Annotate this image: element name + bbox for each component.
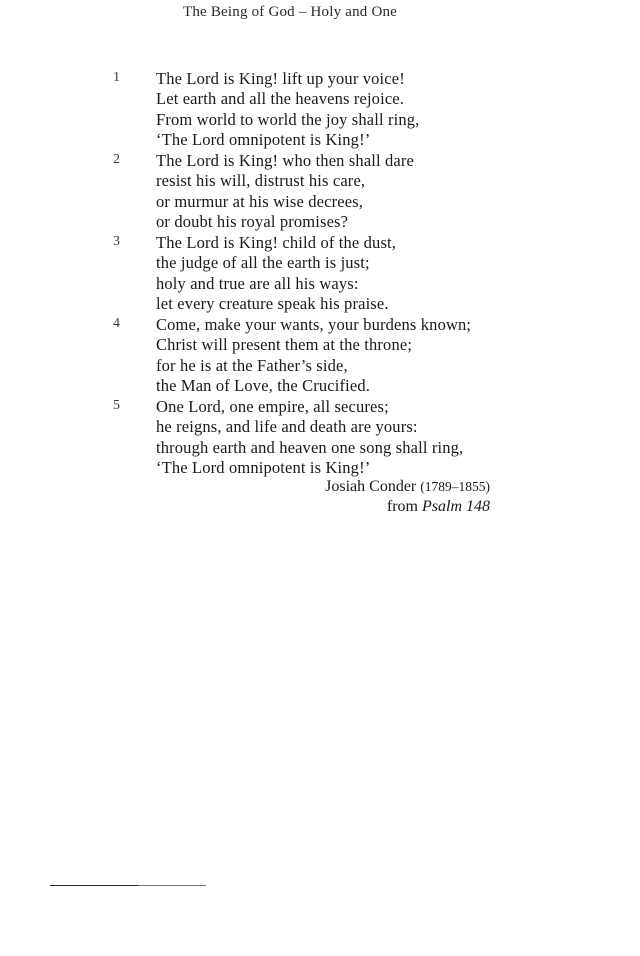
verse-line: or murmur at his wise decrees, [156,191,364,211]
hymn-text [0,69,640,479]
verse-line: ‘The Lord omnipotent is King!’ [156,458,371,478]
verse-line: for he is at the Father’s side, [156,355,348,375]
stanza-number: 5 [113,398,120,413]
verse-line: The Lord is King! who then shall dare [156,151,415,170]
stanza-number: 1 [113,70,120,85]
author-line [325,477,490,497]
source-prefix: from [386,498,418,515]
verse-line: resist his will, distrust his care, [156,171,366,191]
source-line [325,497,490,517]
source-title: Psalm 148 [422,498,490,515]
stanza-5 [0,397,640,479]
stanza-lines [156,151,414,233]
verse-line: or doubt his royal promises? [156,212,349,232]
stanza-1 [0,69,640,151]
stanza-lines [156,69,419,151]
verse-line: the judge of all the earth is just; [156,253,370,273]
stanza-lines [156,233,396,315]
stanza-lines [156,397,463,479]
verse-line: he reigns, and life and death are yours: [156,417,418,437]
stanza-number: 2 [113,152,120,167]
author-name: Josiah Conder [325,478,417,495]
stanza-4 [0,315,640,397]
footnote-rule-tail [138,885,206,886]
verse-line: ‘The Lord omnipotent is King!’ [156,130,371,150]
verse-line: let every creature speak his praise. [156,294,389,314]
verse-line: Christ will present them at the throne; [156,335,413,355]
stanza-lines [156,315,471,397]
attribution [325,477,490,517]
footnote-rule-main [50,885,138,886]
verse-line: Let earth and all the heavens rejoice. [156,89,405,109]
verse-line: One Lord, one empire, all secures; [156,397,389,416]
stanza-3 [0,233,640,315]
author-dates: (1789–1855) [420,479,490,494]
stanza-number: 3 [113,234,120,249]
running-head: The Being of God – Holy and One [182,4,398,20]
verse-line: Come, make your wants, your burdens known; [156,315,472,334]
verse-line: the Man of Love, the Crucified. [156,376,371,396]
stanza-number: 4 [113,316,120,331]
verse-line: The Lord is King! lift up your voice! [156,69,405,88]
verse-line: holy and true are all his ways: [156,273,359,293]
verse-line: From world to world the joy shall ring, [156,109,420,129]
stanza-2 [0,151,640,233]
verse-line: through earth and heaven one song shall ring, [156,437,464,457]
verse-line: The Lord is King! child of the dust, [156,233,397,252]
